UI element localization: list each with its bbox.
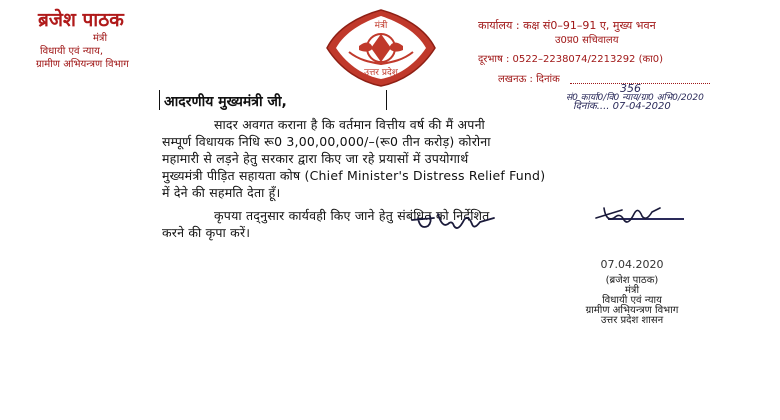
signatory-department-2: ग्रामीण अभियन्त्रण विभाग	[585, 305, 679, 316]
signatory-name: (ब्रजेश पाठक)	[605, 275, 659, 286]
body-line: सम्पूर्ण विधायक निधि रू0 3,00,00,000/–(रू0 तीन करोड़) कोरोना	[162, 134, 491, 149]
emblem-bottom-text: उत्तर प्रदेश	[364, 68, 398, 78]
body-line: में देने की सहमति देता हूँ।	[162, 185, 281, 200]
signature-date: 07.04.2020	[600, 258, 664, 271]
sender-department-1: विधायी एवं न्याय,	[40, 46, 104, 57]
body-line: महामारी से लड़ने हेतु सरकार द्वारा किए जा रहे प्रयासों में उपयोगार्थ	[162, 151, 469, 166]
reference-number: 356	[620, 82, 641, 95]
signature-initial-icon	[408, 206, 498, 236]
emblem-top-text: मंत्री	[374, 21, 388, 31]
body-line: करने की कृपा करें।	[162, 225, 251, 240]
office-address: कार्यालय : कक्ष सं0–91–91 ए, मुख्य भवन	[478, 19, 656, 32]
office-date-label: लखनऊ : दिनांक	[498, 74, 560, 85]
body-line: मुख्यमंत्री पीड़ित सहायता कोष (Chief Minister's Distress Relief Fund)	[162, 168, 546, 183]
signatory-department-1: विधायी एवं न्याय	[602, 295, 662, 306]
body-line: कृपया तद्नुसार कार्यवही किए जाने हेतु संबंधित को निर्देशित	[214, 208, 490, 223]
sender-name: ब्रजेश पाठक	[38, 9, 124, 31]
office-phone: दूरभाष : 0522–2238074/2213292 (का0)	[478, 54, 664, 65]
up-government-emblem-icon	[319, 8, 443, 88]
office-secretariat: उ0प्र0 सचिवालय	[555, 35, 619, 46]
salutation: आदरणीय मुख्यमंत्री जी,	[164, 94, 287, 110]
signatory-role: मंत्री	[624, 285, 640, 296]
sender-designation: मंत्री	[92, 33, 108, 44]
body-line: सादर अवगत कराना है कि वर्तमान वित्तीय वर्ष की मैं अपनी	[214, 117, 485, 132]
reference-date: दिनांक.... 07-04-2020	[573, 101, 671, 112]
sender-department-2: ग्रामीण अभियन्त्रण विभाग	[36, 59, 129, 70]
signatory-government: उत्तर प्रदेश शासन	[600, 315, 664, 326]
reference-code: सं0 कार्या0/वि0 न्याय/ग्रा0 अभि0/2020	[566, 93, 704, 103]
signature-icon	[592, 200, 662, 228]
